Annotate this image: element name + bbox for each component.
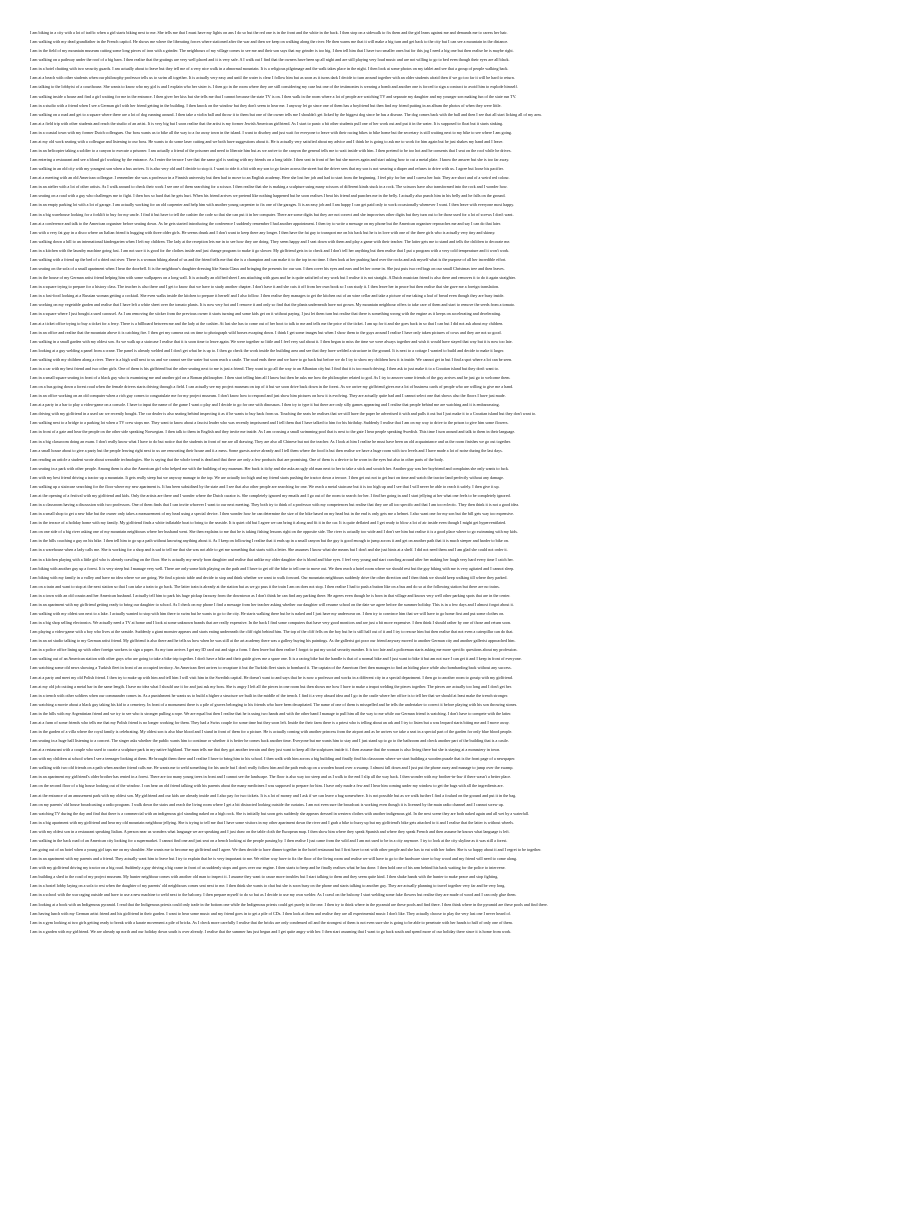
text-line: I am with my children at school when I see a teenager looking at them. He brought them there and I realise I have to bring him to his school. I then walk with him across a big building and finally find his classroom where we start building a wooden puzzle that is the front page of a newspaper.	[30, 756, 516, 762]
text-line: I am in the garden of a villa where the royal family is celebrating. My oldest son is also blue blood and I stand in front of them for a picture. He is actually coming with another princess from the airport and as he arrives we take a seat in a special part of the garden for only blue blood people.	[30, 729, 513, 735]
text-line: I am in an office and realise that the mountain above it is catching fire. I then get my camera out on time to photograph wild horses escaping down. I think I get some images but when I show them to the guys around I realise I have only taken pictures of cows and they are not so good.	[30, 329, 502, 335]
text-line: I am walking on a pathway under the roof of a big barn. I then realise that the gratings are very well placed and it is very safe. A I walk out I find that the owners have been up all night and are still playing very loud music and are not willing to go to bed even though their eyes are all black.	[30, 57, 510, 63]
text-line: I am at a farm of some friends who tells me that my Polish friend is no longer working for them. They had a Swiss couple for some time but they soon left. Inside the their farm there is a priest who is telling about an ark and I try to listen but a was leopard starts biting me and I move away.	[30, 719, 510, 725]
text-line: I am watching TV during the day and find that there is a commercial with an indigenous girl standing naked on a high rock. She is initially but soon gets suddenly she appears dressed in western clothes with another indigenous girl. In the next scene they are both naked again and all wet by a waterfall.	[30, 810, 530, 816]
text-line: I am walking inside a house and find a girl waiting for me in the entrance. I then giver her kiss but she tells me that I cannot because the state TV is on. I then walk in the room where a lot of people are watching TV and separate my daughter and my younger son making fun of the state run TV.	[30, 93, 517, 99]
text-line: I am in a kitchen with the laundry machine going fast. I am not sure it is good for the clothes inside and just change program to make it go slower. My girlfriend gets in to check and I don't tell her anything but then realise that I put a program with a very cold temperature and it won't work.	[30, 247, 510, 253]
text-line: I am in the hills coaching a guy on his bike. I then tell him to go up a path without knowing anything about it. As I keep on following I realise that it ends up in a small canyon but the guy is good enough to jump across it and get on another path that it is much steeper and harder to bike on.	[30, 538, 509, 544]
text-line: I am in a garden with my girlfriend. We are already up north and our holiday down south is over already. I realise that the summer has just begun and I get quite angry with her. I then start assuming that I want to go back south and spend more of our holiday there since it is home from work.	[30, 928, 512, 934]
text-line: I am in an office working on an old computer when a rich guy comes to congratulate me for my project museum. I don't know how to respond and just show him pictures on how it is evolving. They are actually quite bad and I cannot select one that shows also the floors I have just made.	[30, 393, 506, 399]
text-line: I am on the second floor of a big house looking out of the window. I can hear an old friend talking with his parents about the many medicines I was supposed to prepare for him. I have only made a few and I hear him coming under my window to get the bags with all the ingredients are.	[30, 783, 504, 789]
text-line: I am walking with a friend up the bed of a dried out river. There is a woman biking ahead of us and the friend tells me that she is a champion and can make it to the top in no time. I then look at her pushing hard over the rocks and ask myself what is the purpose of all her incredible effort.	[30, 256, 507, 262]
text-line: I am with my girlfriend driving my tractor on a big road. Suddenly a guy driving a big crane in front of us suddenly stops and goes over our engine. I then starts to beep and he finally realises what he has done. I then hold one of his arm behind his back waiting for the police to intervene.	[30, 865, 506, 871]
text-line: I am in a big shop selling electronics. We actually need a TV at home and I look at some unknown brands that are really expensive. In the back I find some computers that have very good monitors and are just a bit more expensive. I then think I should rather by one of those and return soon.	[30, 620, 512, 626]
text-line: I am biking in a city with a lot of traffic when a girl starts biking next to me. She tells me that I must have my lights on ans I do so but the red one is in the front and the white in the back. I then stop on a sidewalk to fix them and the girl leans against me and demands me to caress her hair.	[30, 30, 508, 35]
text-line: I am walking next to a bridge to a parking lot when a TV crew stops me. They want to know about a fascist leader who was recently imprisoned and I tell them that I have talked to him for his birthday. Suddenly I realise that I am on my way to drive to the prison to give him some flowers.	[30, 420, 509, 426]
text-line: I am walking in a small garden with my oldest son. As we walk up a staircase I realise that it is soon time to leave again. We were together so little and I feel very sad about it. I then began to miss the time we were always together and wish it would have stayed that way but it is now too late.	[30, 338, 513, 344]
text-line: I am walking in the back road of an American city looking for a supermarket. I cannot find one and just seat on a bench looking at the people passing by. I then realise I just came from the wild and I am not used to be in a city anymore. I try to look at the city skyline as it was still a forest.	[30, 837, 508, 843]
text-line: I am on one side of a big river asking one of my mountain neighbours where her husband went. She then explains to me that he is taking fishing lessons right on the opposite side. The river is actually too wide and I don't see him but realise it is a good place where to go swimming with my kids.	[30, 529, 518, 535]
text-line: I am biking with my family in a valley and have no idea where we are going. We find a picnic table and decide to stop and think whether we want to walk forward. Our mountain neighbours suddenly drive the other direction and I then think we should keep walking till where they parked.	[30, 574, 508, 580]
text-line: I am in a fast-food looking at a Russian woman getting a cocktail. She even walks inside the kitchen to prepare it herself and I also follow. I then realise they manages to get the kitchen out of an wine cellar and take a picture of me taking a loaf of bread even though they are busy inside.	[30, 293, 505, 299]
text-line: I am in a coastal town with my former Dutch colleagues. Our boss wants us to bike all the way to a far away town in the island. I want to disobey and just wait for everyone to leave with their racing bikes to bike home but the secretary is still waiting next to my bike to see where I am going.	[30, 129, 512, 135]
text-line: I am in the field of my mountain museum cutting some long pieces of iron with a grinder. The neighbours of my village comes to see me and their son says that my grinder is too big. I then tell him that I have two smaller ones but for this jog I need a big one but then realise he is maybe right.	[30, 48, 514, 54]
text-line: I am on my parents' old house broadcasting a radio program. I walk down the stairs and reach the living room where I get a bit distracted looking outside the curtains. I am not even sure the broadcast is working even though it is licensed by the main radio channel and I cannot screw up.	[30, 801, 504, 807]
text-line: I am walking with my dead grandfather in the French capitol. He shows me where the liberating forces where stationed after the war and then we keep on walking along the river. He then warns me that it will make a big turn and get back to the city but I can see a mountain in the distance.	[30, 39, 509, 45]
text-line: I am in the terrace of a holiday home with my family. My girlfriend finds a white inflatable boat to bring to the seaside. It is quiet old but I agree we can bring it along and fit it in the car. It is quite deflated and I get ready to blow a lot of air inside even though I might get hyperventilated.	[30, 520, 507, 526]
text-line: I am in a square trying to prepare for a history class. The teacher is also there and I get to know that we have to study another chapter. I don't have it and she cuts it off from her own book so I can study it. I then leave her in peace but then realise that she gave me a foreign translation.	[30, 284, 500, 290]
text-line: I am in an apartment with my girlfriend getting ready to bring our daughter to school. As I check on my phone I find a message from her teacher asking whether our daughter will resume school on the date we agree before the summer holiday. This is in a few days and I almost forgot about it.	[30, 601, 514, 607]
text-line: I am biking with another guy up a forest. It is very steep but I manage very well. There are only some kids playing on the path and I have to get off the bike to tell one to move out. We then reach a hotel room where we should rest but the guy biking with me is very agitated and I cannot sleep.	[30, 565, 515, 571]
text-line: I am looking at a guy welding a panel from a crane. The panel is already welded and I don't get what he is up to. I then go check the work inside the building area and see that they have welded a structure in the ground. It is next to a cottage I wanted to build and decide to make it larger.	[30, 347, 505, 353]
text-line: I am at a ticket office trying to buy a ticket for a ferry. There is a billboard between me and the lady at the cashier. At last she has to come out of her boot to talk to me and tells me the price of the ticket. I am up for it and she goes back in so that I can but I did not ask about my children.	[30, 320, 504, 326]
text-line: I am at a party in a bar to play a video-game on a console. I have to input the name of the game I want o play and I decide to go for one with dinosaurs. I then try to type it but there are only silly games appearing and I realise that people behind me are watching and it is embarrassing.	[30, 402, 500, 408]
text-line: I am in a small square seating in front of a black guy who is examining me and another girl on a Roman philosopher. I then start telling him all I know but then he asks me how the philosopher related to god. As I try to answer some friends of the guy arrives and he just go to welcome them.	[30, 374, 511, 380]
text-line: I am walking down a hill to an international kindergarten when I left my children. The lady at the reception lets me in to see how they are doing. They seem happy and I seat down with them and play a game with their teacher. The latter gets me to stand and tells the children to decorate me.	[30, 238, 511, 244]
text-line: I am playing a video-game with a boy who lives at the seaside. Suddenly a giant monster appears and starts eating underneath the cliff right behind him. The top of the cliff fells on the boy but he is still half out of it and I try to rescue him but then realise that not even a caterpillar can do that.	[30, 629, 514, 635]
text-line: I am going out of an hotel when a young girl taps me on my shoulder. She wants me to become my girlfriend and I agree. We then decide to have dinner together in the hotel restaurant but I first have to eat with other people and she has to eat with her father. She is so happy about it and I regret to be together.	[30, 847, 542, 853]
text-line: I am in an helicopter taking a soldier to a canyon to execute a prisoner. I am actually a friend of the prisoner and need to liberate him but as we arrive to the canyon the general tells me to wait inside with him. I then pretend to be too hot and he consents that I seat on the roof while he drives.	[30, 148, 512, 154]
text-line: I am seating in a park with other people. Among them is also the American girl who helped me with the building of my museum. Her back is itchy and she asks an ugly old man next to her to take a stick and scratch her. Another guy was her boyfriend and complains she only wants to fuck.	[30, 465, 509, 471]
text-line: I am building a shed to the road of my project museum. My hunter neighbour comes with another old man to inspect it. I assume they want to cause more troubles but I start talking to them and they seem quite kind. I then shake hands with the hunter to make peace and stop fighting.	[30, 874, 499, 880]
text-line: I am in an atelier with a lot of other artists. As I walk around to check their work I see one of them searching for a scissor. I then realise that she is making a sculpture using many scissors of different kinds stuck in a rock. The scissors have also transformed into the rock and I wonder how.	[30, 184, 508, 190]
text-line: I am looking at a book with an Indigenous pyramid. I read that the Indigenous priests could only trade in the bottom one while the Indigenous priests could get purely in the one. I then try to think where in the pyramid are these pools and find there. I then think where in the pyramid are these pools and find there.	[30, 901, 548, 907]
text-line: I am at a restaurant with a couple who used to curate a sculpture park in my native highland. The man tells me that they got another terrain and they just want to keep all the sculptures inside it. I then assume that the woman is also living there but she is staying at a monastery in town.	[30, 747, 501, 753]
text-line: I am having lunch with my German artist friend and his girlfriend in their garden. I want to hear some music and my friend goes in to get a pile of CDs. I then look at them and realise they are all experimental music I don't like. They actually choose to play the very last one I never heard of.	[30, 910, 511, 916]
text-line: I am at a beach with other students when our philosophy professor tells us to swim all together. It is actually very easy and until the water is clear I follow him but as soon as it turns dark I decide to turn around together with an older students afraid then if we go too far it will be hard to return.	[30, 75, 515, 81]
text-line: I am walking with my children along a river. There is a high wall next to us and we cannot see the water but soon reach a castle. The road ends there and we have to go back but before we do I try to show my children how it is inside. We cannot get in but I find a spot where a lot can be seen.	[30, 356, 513, 362]
text-line: I am in the house of my German artist friend helping him with some wallpapers on a long wall. It is actually an old bed sheet I am attaching with gum and he is quite satisfied of my work but I realise it is not straight. A Dutch musician friend is also there and removes it to do it again straighter.	[30, 275, 516, 281]
text-line: I am at a conference and talk to the American organiser before seating down. As he gets started introducing the conference I suddenly remember I had another appointment. I then try to write a message on my phone but the American organiser reproaches me and say I can do that later.	[30, 220, 501, 226]
text-line: I am in a hostel lobby laying on a sofa to rest when the daughter of my parents' old neighbours comes seat next to me. I then think she wants to chat but she is soon busy on the phone and starts talking to another guy. They are actually planning to travel together very far and be very long.	[30, 883, 506, 889]
text-line: I am in a big classroom doing an exam. I don't really know what I have to do but notice that the students in front of me are all drawing. They are also all Chinese but not the teacher. As I look at him I realise he must have been an old acquaintance and as the room finishes we go out together.	[30, 438, 511, 444]
text-line: I am talking to the lobbyist of a courthouse. She wants to know who my girl is and I explain who her sister is. I then go in the room where they are still considering my case but one of the testimonies is wearing a bomb and another one is forced to sign a contract to avoid him to explode himself.	[30, 84, 518, 90]
text-line: I am at a party and meet my old Polish friend. I then try to make up with him and tell him I will visit him in the Swedish capital. He doesn't want to and says that he is now a professor and works in a different city in a special department. I then go to another room to gossip with my girlfriend.	[30, 674, 513, 680]
text-line: I am in a square where I just bought a used carousel. As I am removing the sticker from the previous owner it starts turning and some kids get on it without paying. I just let them turn but realise that there is something wrong with the engine as it keeps on accelerating and decelerating.	[30, 311, 502, 317]
text-line: I am in a hotel chatting with two security guards. I am actually about to leave but they tell me of a very nice walk in a abnormal mountain. It is a religious pilgrimage and the walk takes place in the night. I then look at some photos on my tablet and see that a group of people walking back.	[30, 66, 509, 72]
text-line: I am reading an article a student wrote about wearable technologies. She is saying that the whole trend is dead and that there are only a few products that are promising. One of them is a device to be worn in the eyes but also in other parts of the body.	[30, 456, 444, 462]
dream-text-block	[30, 28, 882, 936]
text-line: I am in a gym looking at two girls getting ready to break with a karate movement a pile of bricks. As I check more carefully I realise that the bricks are only condensed oil and the strongest of them is not even sure she is going to be able to penetrate with her hands to half of only one of them.	[30, 919, 513, 925]
text-line: I am walking in an old city with my youngest son when a bus arrives. It is also very old and I decide to stop it. I want to ride it a bit with my son to go faster across the street but the driver sees that my son is not wearing a diaper and refuses to drive with us. I agree but loose his pacifier.	[30, 166, 504, 172]
text-line: I am in an art studio talking to my German artist friend. My girlfriend is also there and he tells us how when he was still at the art academy there was a gallery buying his paintings. As the gallerist got poor our friend anyway moved to another German city and another gallerist approached him.	[30, 638, 516, 644]
text-line: I am in a town with an old cousin and her American husband. I actually tell him to park his huge pickup faraway from the downtown as I don't think he can find any parking there. He agrees even though he is born in that village and knows very well other parking spots that are in the center.	[30, 592, 511, 598]
text-line: I am in a studio with a friend when I see a German girl with her friend getting in the building. I then knock on the window but they don't seem to hear me. I anyway let go since one of them has a boyfriend but then find my friend putting in an album the photos of when they were little.	[30, 102, 502, 108]
text-line: I am watching a movie about a black guy taking his kid to a cemetery. In front of a monument there is a pile of graves belonging to his friends who have been decapitated. The name of one of them is misspelled and he tells the undertaker to correct it before playing with his son throwing stones.	[30, 701, 518, 707]
text-line: I am entering a restaurant and see a blond girl working by the entrance. As I enter the terrace I see that the same girl is seating with my friends on a long table. I then seat in front of her but she moves again and start asking how to cut a metal plate. I know the answer but she is too far away.	[30, 157, 510, 163]
text-line: I am walking on a road and get to a square where there are a lot of dog running around. I then take a violin ball and throw it to them but one of the owner tells me I shouldn't get licked by the biggest dog since he has a disease. The dog comes back with the ball and then I see that all start licking all of my arm.	[30, 111, 542, 117]
text-line: I am driving with my girlfriend in a used car we recently bought. The car dealer is also seating behind inspecting it as if he wants to buy back from us. Touching the seats he realises that we still have the paper he advertised it with and pulls it out but I just make it to a Croatian island but they don't want to.	[30, 411, 537, 417]
text-line: I am in a classroom having a discussion with two professors. One of them finds that I can invite whoever I want to our next meeting. They both try to think of a professor with my competences but realise that they are all too specific and that I am too eclectic. They then think it is not a good idea.	[30, 502, 520, 508]
text-line: I am in an apartment my girlfriend's older brother has rented in a forest. There are too many young trees in front and I cannot see the landscape. The floor is also way too steep and as I walk to the end I slip all the way back. I then wonder with my brother-in-law if there wasn't a better place.	[30, 774, 512, 780]
text-line: I am at my old job cutting a metal bar in the same length. I have no idea what I should use it for and just ask my boss. She is angry I left all the pieces in one room but then shows me how I have to make a teapot welding the pieces together. The pieces are actually too long and I don't get her.	[30, 683, 512, 689]
text-line: I am working on my vegetable garden and realise that I have left a white sheet over the tomato plants. It is now very hot and I remove it and only so find that the plants underneath have not grown. My mountain neighbour offers to take care of them and start to remove the seeds from a tomato.	[30, 302, 516, 308]
text-line: I am in a warehouse when a lady calls me. She is working for a shop and is sad to tell me that she was not able to get me something that starts with a letter. She assumes I know what she means but I don't and she just hints at a shelf. I did not need them and I am glad she could not order it.	[30, 547, 508, 553]
text-line: I am in a big warehouse looking for a forklift to buy for my uncle. I find it but have to tell the cashier the code so that she can put it in her computer. There are some digits but they are not correct and she improvises other digits but they turn out to be those used for a lot of screws I don't want.	[30, 211, 514, 217]
text-line: I am in a school with the war raging outside and have to use a new machine to weld next to the balcony. I then prepare myself to do so but as I decide to use my own welder. As I crawl on the balcony I start welding some fake flowers but realise they are made of wood and I can only glue them.	[30, 892, 517, 898]
text-line: I am in an empty parking lot with a lot of garage. I am actually working for an old carpenter and help him with another young carpenter to fix one of the garages. It is an easy job and I am happy I can get paid only to work occasionally whenever I want. I then leave with everyone most happy.	[30, 202, 515, 208]
text-line: I am at a field trip with other students and reach the studio of an artist. It is very big but I soon realise that the artist is my former Jewish American girlfriend. As I start to panic a bit other students pull one of her work out and put it in the water. It is supposed to float but it starts sinking.	[30, 120, 504, 126]
text-line: I am in a kitchen playing with a little girl who is already crawling on the floor. She is actually my newly born daughter and realise that unlike my older daughter she is blond and blue eyes. I feel very young and start crawling around after her making her laugh very hard every time I catch her.	[30, 556, 514, 562]
text-line: I am in a big apartment with my girlfriend and hear my old mountain neighbour jellying. She is trying to tell me that I have some visitors in my other apartment down the river and I grab a bike to hurry up but my girlfriend's bike gets attached to it and I realise that the latter is without wheels.	[30, 819, 514, 825]
text-line: I am at the opening of a festival with my girlfriend and kids. Only the artists are there and I wonder where the Dutch curator is. She completely ignored my emails and I go out of the room to search for her. I find her going in and I start jellying at her what one feels to be completely ignored.	[30, 492, 511, 498]
text-line: I am walking up a staircase searching for the floor where my new apartment is. It has been subsidised by the state and I see that also other people are searching for one. We reach a metal staircase but it is too high up and I see that I will never be able to reach it safely. I then give it up.	[30, 483, 500, 489]
text-line: I am in front of a gate and hear the people on the other side speaking Norwegian. I then talk to them in English and they invite me inside. As I am crossing a small swimming pool that is next to the gate I hear people speaking Swedish. This time I turn around and talk to them in their language.	[30, 429, 516, 435]
text-line: I am in a car with my best friend and two other girls. One of them is his girlfriend but the other seating next to me is just a friend. They want to go all the way to an Albanian city but I find that it is too much driving. I then ask to just make it to a Croatian island but they don't want to.	[30, 365, 499, 371]
text-line: I am watching some old news showing a Turkish fleet in front of an occupied territory. An American fleet arrives to recapture it but the Turkish fleet starts to bombard it. The captain of the American fleet then manages to find an hiding place while also bombarding back without any success.	[30, 665, 512, 671]
text-line: I am seating on the sofa of a small apartment when I hear the doorbell. It is the neighbour's daughter dressing like Santa Claus and bringing the presents for our son. I then cover his eyes and ears and let her come in. She just puts two red bags on our small Christmas tree and then leaves.	[30, 266, 505, 272]
text-line: I am in a small shop to get a new bike but the owner only takes a measurement of my head using a special device. I then wonder how he can determine the size of the bike based on my head but in the end is only gets me a helmet. I also want one for my son but the bill gets way too expensive.	[30, 511, 515, 517]
text-line: I am with my best friend driving a tractor up a mountain. It gets really steep but we anyway manage to the top. We are actually too high and my friend starts pushing the tractor down a terrace. I then get out not to get hurt on time and watch the tractor land perfectly without any damage.	[30, 474, 504, 480]
text-line: I am seating in a huge hall listening to a concert. The singer asks whether the public wants him to continue or whether it is better he comes back another time. Everyone but me wants him to stay and I just stand up to go to the bathroom and check another part of the building that is a castle.	[30, 738, 509, 744]
text-line: I am in a trench with other soldiers when our commander comes in. As a punishment he wants us to build a higher a structure we built in the middle of the trench. I find it a very absurd idea and I go in the castle where her office is to tell her that we should at least make the trench stronger.	[30, 692, 509, 698]
text-line: I am with my oldest son in a restaurant speaking Italian. A person near us wonders what language we are speaking and I just draw on the table cloth the European map. I then show him where they speak Spanish and where they speak French and then assume he knows what language is left.	[30, 828, 510, 834]
text-line: I am on a bus going down a forest road when the female drivers starts driving through a field. I can actually see my project museum on top of it but we soon drive back down in the forest. As we arrive my girlfriend gives me a lot of business cards of people who are willing to give me a hand.	[30, 384, 514, 390]
text-line: I am on a train and want to stop at the next station so that I can take a train to go back. The latter train is already at the station but as we go pass it the train I am on does not stop. I then realise I had to push a button like on a bus and do so at the following station but there are no trains.	[30, 583, 500, 589]
text-line: I am walking out of an American station with other guys who are going to take a bike trip together. I don't have a bike and their guide gives me a spare one. It is a racing bike but the handle is that of a normal bike and I just want to bike it but am not sure I can get it and I keep in front of everyone.	[30, 656, 522, 662]
text-line: I am walking with two old friends on a path when another friend calls me. He wants me to weld something for his uncle but I don't really follow him and the path ends up on a wooden board over a swamp. I almost fall down and I just put the phone away and manage to jump over the swamp.	[30, 765, 514, 771]
text-line: I am at a meeting with an old American colleague. I remember she was a professor in a Finnish university but then had to move to an English academy. Here she lost her job and had to start from the beginning. I feel pity for her and I caress her hair. They are short and of a weird red colour.	[30, 175, 510, 181]
text-line: I am in an apartment with my parents and a friend. They actually want him to leave but I try to explain that he is very important to me. We either way have to fix the floor of the living room and realise we will have to go to the hardware store to buy wood and my friend will need to come along.	[30, 856, 518, 862]
text-line: I am seating on a road with a guy who challenges me to fight. I then box so hard that he gets hurt. When his friend arrives we pretend like nothing happened but he soon realises I beat his friend and punches me in the belly. I actually also punch him in his belly and he falls on the ground.	[30, 193, 506, 199]
text-line: I am a small house about to give a party but the people leaving right next to us are renovating their house and it a mess. Some guests arrive already and I tell them where the food is but then realise we have a huge room with two levels and I have made a lot of noise during the last days.	[30, 447, 503, 453]
text-line: I am at the entrance of an amusement park with my oldest son. My girlfriend and our kids are already inside and I also pay for two tickets. It is a lot of money and I ask if we can leave a bag somewhere. It is not possible but as we walk further I find a foulard on the ground and put it in the bag.	[30, 792, 517, 798]
text-line: I am in a police office lining up with other foreign workers to sign a paper. As my turn arrives I get my ID card out and sign a form. I then leave but then realise I forgot to put my social security number. It is too late and a policeman starts asking me more specific questions about my profession.	[30, 647, 518, 653]
text-line: I am walking with my oldest son next to a lake. I actually wanted to stop with him there to swim but he wants to go to the city. He starts walking there but he is naked and I just have my underwear on. I then try to convince him that we will have to go home first and put some clothes on.	[30, 611, 505, 616]
text-line: I am in the hills with my Argentinian friend and we try to see who is stronger pulling a rope. We are equal but then I realise that he is using two hands and with the other hand I manage to pull him all the way to me while our German friend is watching. I don't have to compete with the latter.	[30, 710, 512, 716]
text-line: I am at my old work seating with a colleague and listening to our boss. He wants to do some laser cutting and we both have suggestions about it. He is actually very satisfied about my advice and I think he is going to ask me to work for him again but he just shakes my hand and I leave.	[30, 138, 504, 144]
text-line: I am with a very fat guy in a disco where an Italian friend is hugging with three older girls. He seems drunk and I don't want to keep there any longer. I then have the fat guy to transport me on his back but he is in love with one of the three girls who is actually very tiny and skinny.	[30, 229, 496, 235]
